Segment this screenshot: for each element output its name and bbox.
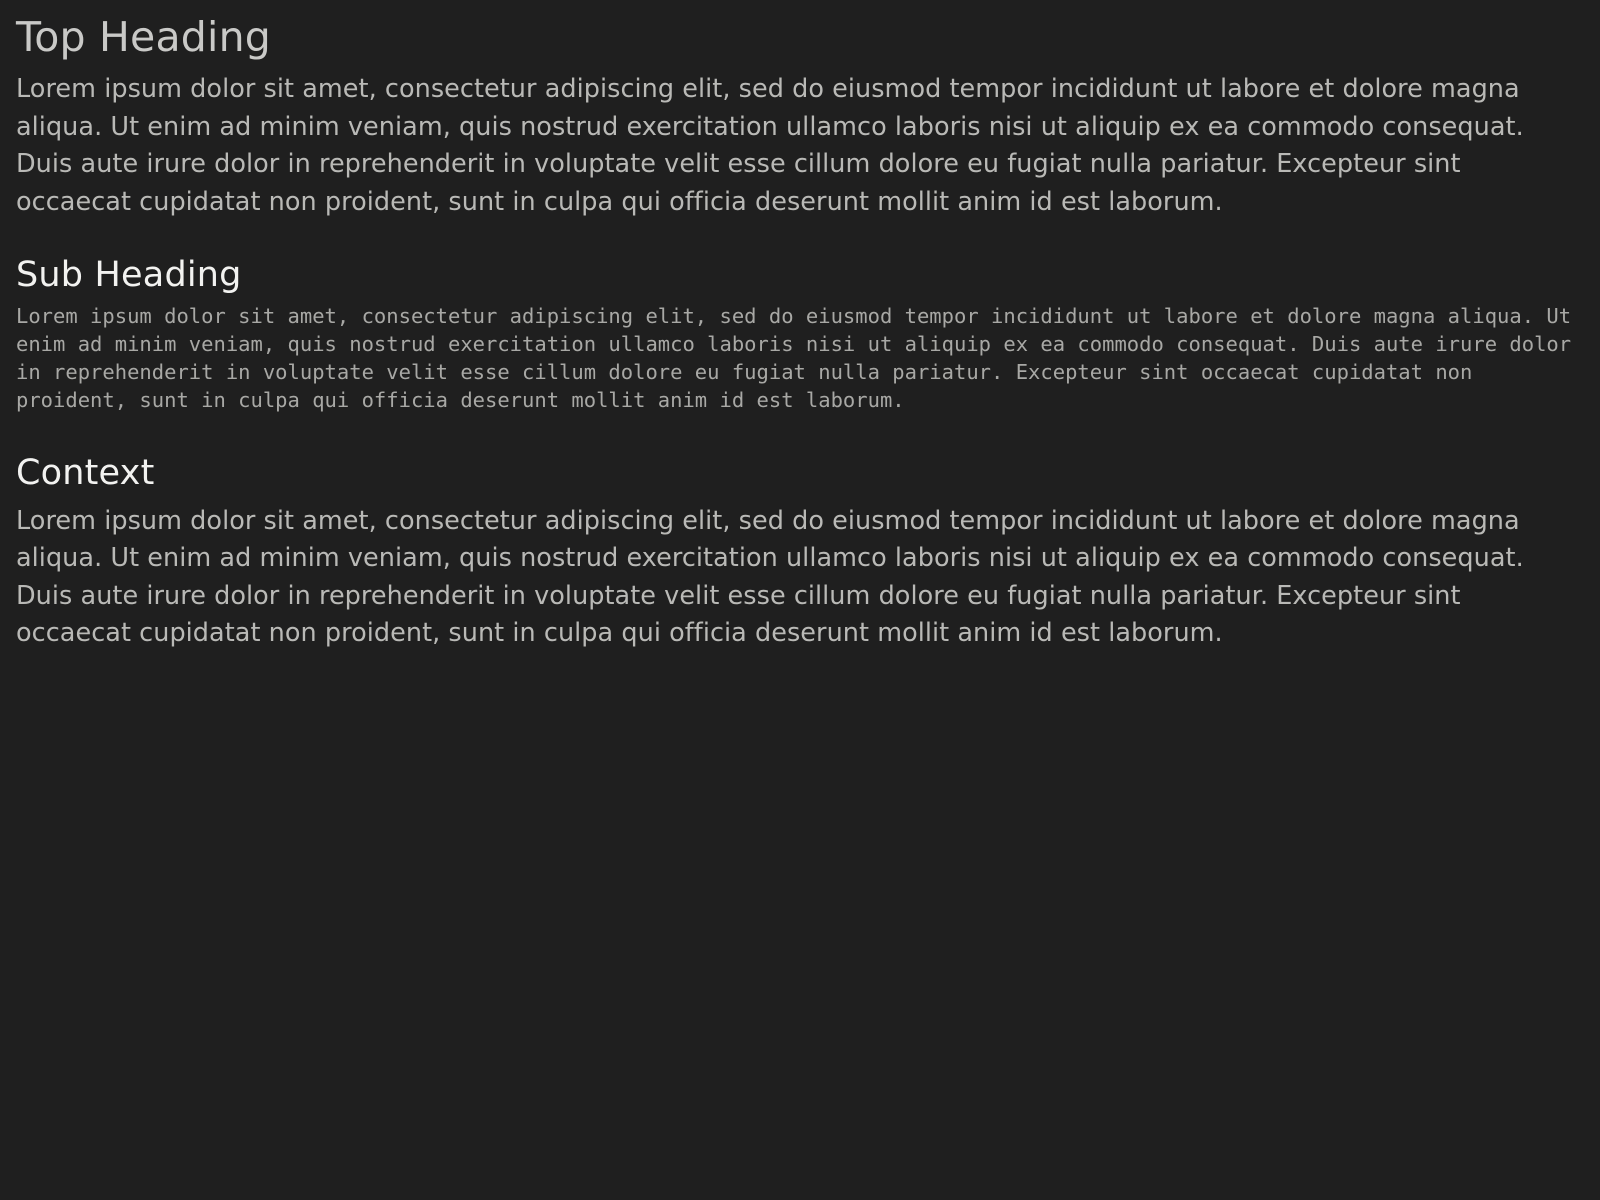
monospace-paragraph: Lorem ipsum dolor sit amet, consectetur adipiscing elit, sed do eiusmod tempor incididunt ut labore et dolore magna aliqua. Ut enim ad minim veniam, quis nostrud exercitation ullamco laboris nisi ut aliquip ex ea commodo consequat. Duis aute irure dolor in reprehenderit in voluptate velit esse cillum dolore eu fugiat nulla pariatur. Excepteur sint occaecat cupidatat non proident, sunt in culpa qui officia deserunt mollit anim id est laborum. [16, 304, 1584, 412]
intro-paragraph: Lorem ipsum dolor sit amet, consectetur adipiscing elit, sed do eiusmod tempor incididunt ut labore et dolore magna aliqua. Ut enim ad minim veniam, quis nostrud exercitation ullamco laboris nisi ut aliquip ex ea commodo consequat. Duis aute irure dolor in reprehenderit in voluptate velit esse cillum dolore eu fugiat nulla pariatur. Excepteur sint occaecat cupidatat non proident, sunt in culpa qui officia deserunt mollit anim id est laborum. [16, 74, 1524, 217]
sub-heading: Sub Heading [16, 255, 242, 296]
page-title: Top Heading [16, 13, 272, 61]
context-paragraph: Lorem ipsum dolor sit amet, consectetur adipiscing elit, sed do eiusmod tempor incididunt ut labore et dolore magna aliqua. Ut enim ad minim veniam, quis nostrud exercitation ullamco laboris nisi ut aliquip ex ea commodo consequat. Duis aute irure dolor in reprehenderit in voluptate velit esse cillum dolore eu fugiat nulla pariatur. Excepteur sint occaecat cupidatat non proident, sunt in culpa qui officia deserunt mollit anim id est laborum. [16, 505, 1524, 649]
context-heading: Context [16, 452, 155, 493]
